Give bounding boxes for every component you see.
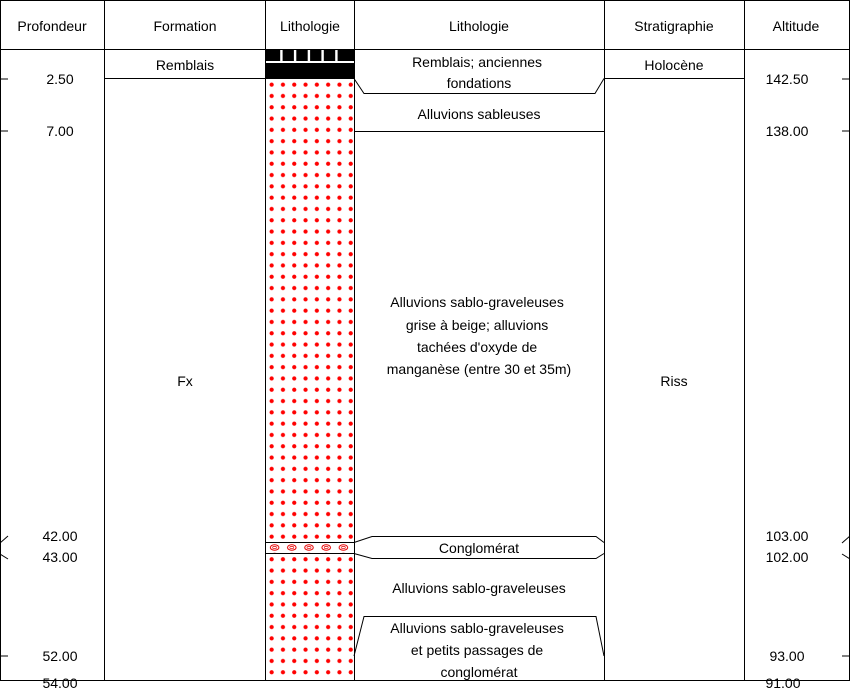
remblais-pattern: [266, 49, 354, 79]
altitude-value: 103.00: [765, 528, 809, 544]
stratigraphy-label: Riss: [660, 373, 688, 389]
depth-value: 54.00: [42, 675, 78, 691]
lithology-column: [266, 49, 354, 680]
lithology-description: Alluvions sablo-graveleuses: [392, 580, 566, 596]
altitude-value: 102.00: [765, 549, 809, 565]
stratigraphy-column: [644, 57, 703, 389]
header-lithologie: Lithologie: [449, 18, 509, 34]
formation-label: Fx: [177, 373, 193, 389]
lithology-description: Alluvions sablo-graveleuses grise à beige; alluvions tachées d'oxyde de manganèse (entre 30 et 35m): [386, 294, 572, 377]
depth-value: 7.00: [46, 123, 74, 139]
altitude-value: 142.50: [765, 71, 809, 87]
lithology-descriptions: [387, 54, 571, 680]
formation-label: Remblais: [155, 57, 215, 73]
lithology-description: Remblais; anciennes fondations: [412, 54, 543, 91]
lithology-description: Conglomérat: [438, 540, 520, 556]
formation-column: [156, 57, 214, 389]
altitude-value: 91.00: [765, 675, 801, 691]
depth-value: 42.00: [42, 528, 78, 544]
conglomerate-pattern-marks: [266, 543, 354, 553]
lithology-description: Alluvions sablo-graveleuses et petits passages de conglomérat: [390, 620, 564, 680]
header-altitude: Altitude: [772, 18, 820, 34]
lithology-description: Alluvions sableuses: [417, 106, 541, 122]
depth-values: [42, 71, 77, 691]
altitude-values: [765, 71, 808, 691]
header-row: [17, 18, 819, 34]
header-stratigraphie: Stratigraphie: [634, 18, 714, 34]
header-lithologie-graphic: Lithologie: [280, 18, 340, 34]
altitude-value: 93.00: [769, 648, 805, 664]
header-profondeur: Profondeur: [17, 18, 87, 34]
altitude-value: 138.00: [765, 123, 809, 139]
header-formation: Formation: [153, 18, 217, 34]
stratigraphy-label: Holocène: [644, 57, 704, 73]
depth-value: 43.00: [42, 549, 78, 565]
lithology-column-fill: [266, 49, 354, 680]
depth-value: 52.00: [42, 648, 78, 664]
depth-value: 2.50: [46, 71, 74, 87]
